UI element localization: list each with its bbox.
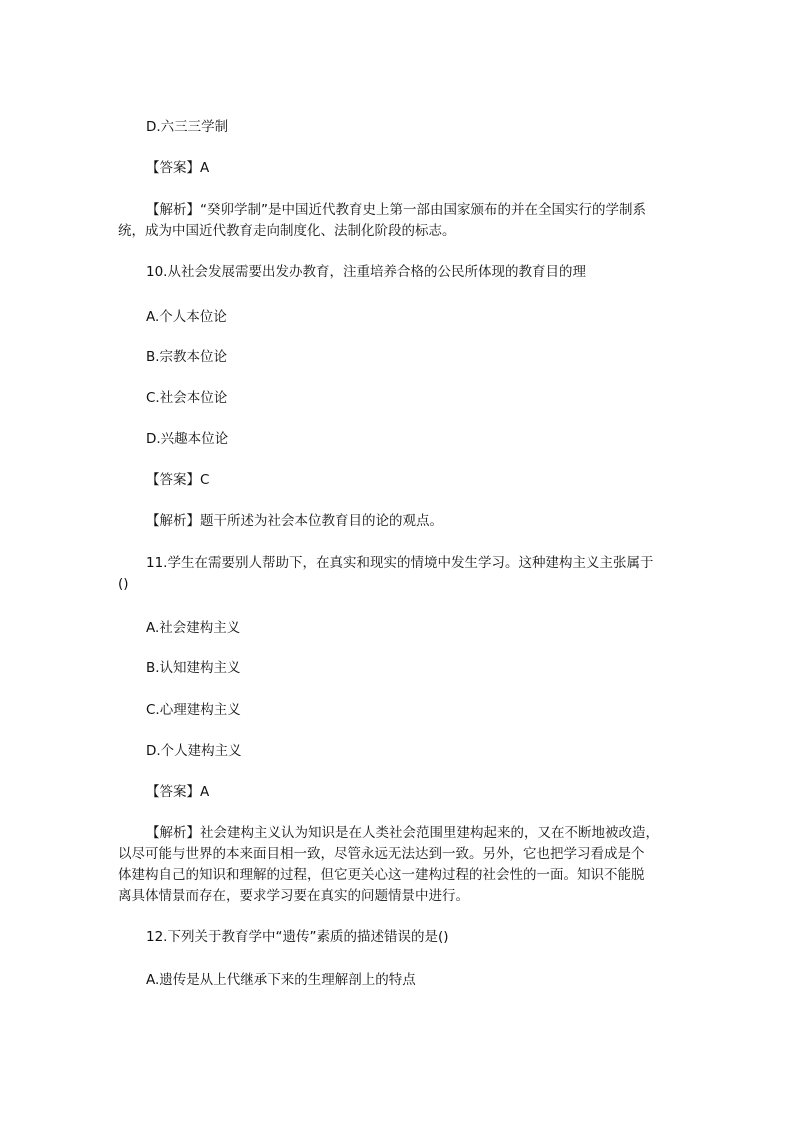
text-line: D.六三三学制	[146, 119, 229, 135]
answer-paragraph	[118, 158, 209, 179]
answer-paragraph	[118, 782, 209, 803]
analysis-paragraph	[118, 200, 646, 242]
answer-paragraph	[118, 470, 209, 491]
text-line: B.认知建构主义	[146, 660, 241, 676]
analysis-paragraph	[118, 511, 443, 532]
text-line: 以尽可能与世界的本来面目相一致，尽管永远无法达到一致。另外，它也把学习看成是个	[118, 846, 645, 862]
text-line: 离具体情景而存在，要求学习要在真实的问题情景中进行。	[118, 888, 469, 904]
text-line: A.遗传是从上代继承下来的生理解剖上的特点	[146, 972, 416, 988]
option-paragraph	[118, 307, 227, 328]
question-paragraph	[118, 262, 586, 283]
text-line: 【答案】C	[146, 472, 210, 488]
text-line: 12.下列关于教育学中“遗传”素质的描述错误的是()	[146, 929, 449, 945]
option-paragraph	[118, 970, 416, 991]
text-line: 【答案】A	[146, 784, 210, 800]
question-paragraph	[118, 927, 449, 948]
text-line: 10.从社会发展需要出发办教育，注重培养合格的公民所体现的教育目的理	[146, 264, 586, 280]
text-line: C.社会本位论	[146, 390, 228, 406]
text-line: ()	[118, 576, 129, 592]
option-paragraph	[118, 658, 241, 679]
text-line: 体建构自己的知识和理解的过程，但它更关心这一建构过程的社会性的一面。知识不能脱	[118, 867, 645, 883]
option-paragraph	[118, 388, 227, 409]
text-line: 【解析】题干所述为社会本位教育目的论的观点。	[146, 513, 443, 529]
text-line: 【答案】A	[146, 160, 210, 176]
option-paragraph	[118, 741, 242, 762]
text-line: D.兴趣本位论	[146, 431, 229, 447]
text-line: C.心理建构主义	[146, 702, 241, 718]
analysis-paragraph	[118, 823, 659, 907]
text-line: 11.学生在需要别人帮助下，在真实和现实的情境中发生学习。这种建构主义主张属于	[146, 555, 654, 571]
text-line: D.个人建构主义	[146, 743, 242, 759]
option-paragraph	[118, 117, 228, 138]
option-paragraph	[118, 618, 240, 639]
option-paragraph	[118, 700, 241, 721]
text-line: 统，成为中国近代教育走向制度化、法制化阶段的标志。	[118, 223, 456, 239]
question-paragraph	[118, 553, 653, 595]
option-paragraph	[118, 347, 227, 368]
text-line: 【解析】“癸卯学制”是中国近代教育史上第一部由国家颁布的并在全国实行的学制系	[146, 202, 646, 218]
text-line: A.社会建构主义	[146, 620, 241, 636]
option-paragraph	[118, 429, 228, 450]
text-line: 【解析】社会建构主义认为知识是在人类社会范围里建构起来的，又在不断地被改造，	[146, 825, 659, 841]
text-line: A.个人本位论	[146, 309, 227, 325]
text-line: B.宗教本位论	[146, 349, 228, 365]
